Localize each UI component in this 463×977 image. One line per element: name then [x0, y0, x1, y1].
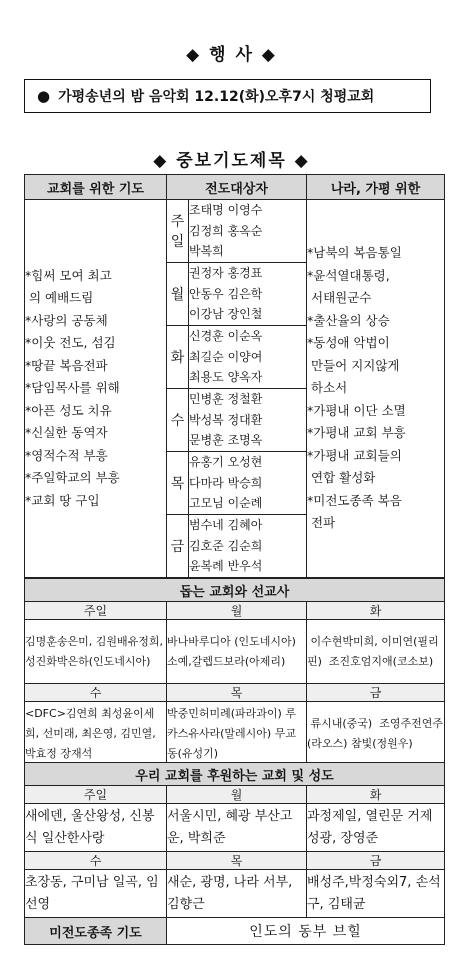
day-header: 수	[25, 852, 167, 870]
prayer-title: ◆ 중보기도제목 ◆	[153, 151, 310, 171]
target-name: 최용도 양옥자	[189, 370, 263, 385]
target-name: 신경훈 이순옥	[189, 329, 263, 344]
list-item: *윤석열대통령,	[307, 267, 390, 283]
list-item: *동성애 악법이	[307, 335, 390, 351]
helping-cell: 류시내(중국) 조영주전연주(라오스) 참빛(정원우)	[307, 702, 445, 766]
header-church: 교회를 위한 기도	[25, 175, 167, 200]
target-name: 박성복 정대환	[189, 412, 263, 427]
target-name: 조태명 이영수	[189, 203, 263, 218]
supporter-cell: 서울시민, 혜광 부산고운, 박희준	[167, 804, 307, 852]
day-label: 금	[167, 515, 189, 578]
supporter-cell: 배성주,박정숙외7, 손석구, 김태균	[307, 870, 445, 918]
day-header: 목	[167, 852, 307, 870]
supporters-table	[24, 762, 445, 918]
list-item: *가평내 교회들의	[307, 447, 402, 463]
day-header: 화	[307, 602, 445, 620]
day-header: 수	[25, 684, 167, 702]
target-name: 문병훈 조명옥	[189, 433, 263, 448]
church-prayer-list	[25, 200, 167, 578]
target-name: 범수네 김혜아	[189, 518, 263, 533]
day-header: 주일	[25, 602, 167, 620]
target-names	[189, 200, 307, 263]
list-item: *신실한 동역자	[25, 425, 108, 441]
day-header: 금	[307, 684, 445, 702]
list-item: *담임목사를 위해	[25, 380, 120, 396]
supporter-cell: 초장동, 구미남 일곡, 임선영	[25, 870, 167, 918]
day-header: 목	[167, 684, 307, 702]
target-name: 김정희 홍옥순	[189, 223, 263, 238]
events-title: ◆ 행 사 ◆	[186, 45, 277, 65]
target-name: 윤복례 반우석	[189, 559, 263, 574]
unreached-label: 미전도종족 기도	[25, 918, 167, 945]
header-targets: 전도대상자	[167, 175, 307, 200]
header-nation: 나라, 가평 위한	[307, 175, 445, 200]
bullet-icon: ●	[37, 87, 51, 105]
list-item: *교회 땅 구입	[25, 492, 100, 508]
list-item: 만들어 지지않게	[307, 357, 400, 373]
target-names	[189, 263, 307, 326]
list-item: 서태원군수	[307, 290, 372, 306]
target-names	[189, 515, 307, 578]
supporter-cell: 새에덴, 울산왕성, 신봉식 일산한사랑	[25, 804, 167, 852]
list-item: *이웃 전도, 섬김	[25, 335, 116, 351]
target-name: 권정자 홍경표	[189, 266, 263, 281]
unreached-value: 인도의 동부 브힐	[167, 918, 445, 945]
target-names	[189, 452, 307, 515]
supporter-cell: 과정제일, 열린문 거제성광, 장영준	[307, 804, 445, 852]
target-name: 고모님 이순례	[189, 496, 263, 511]
target-names	[189, 326, 307, 389]
day-label: 화	[167, 326, 189, 389]
list-item: *땅끝 복음전파	[25, 357, 108, 373]
helping-cell: 이수현박미희, 이미연(필리핀) 조진호엄지애(코소보)	[307, 620, 445, 684]
helping-title: 돕는 교회와 선교사	[25, 579, 445, 602]
day-label: 주 일	[167, 200, 189, 263]
day-header: 주일	[25, 786, 167, 804]
event-item	[24, 79, 431, 113]
helping-cell: <DFC>김연희 최성윤이세희, 선미래, 최은영, 김민열, 박효정 장재석	[25, 702, 167, 766]
list-item: *미전도종족 복음	[307, 492, 402, 508]
list-item: *아픈 성도 치유	[25, 402, 112, 418]
unreached-table	[24, 917, 445, 945]
event-text: 가평송년의 밤 음악회 12.12(화)오후7시 청평교회	[58, 89, 375, 105]
list-item: *가평내 이단 소멸	[307, 402, 406, 418]
list-item: 의 예배드림	[25, 290, 94, 306]
day-label: 월	[167, 263, 189, 326]
list-item: *출산율의 상승	[307, 312, 390, 328]
target-name: 김호준 김순희	[189, 538, 263, 553]
helping-cell: 바나바루디아 (인도네시아) 소예,갈렙드보라(아제리)	[167, 620, 307, 684]
day-header: 월	[167, 602, 307, 620]
target-name: 이강남 장인철	[189, 307, 263, 322]
nation-prayer-list	[307, 200, 445, 578]
list-item: *힘써 모여 최고	[25, 267, 112, 283]
list-item: *주일학교의 부흥	[25, 470, 120, 486]
day-label: 수	[167, 389, 189, 452]
list-item: 전파	[307, 515, 336, 531]
supporters-title: 우리 교회를 후원하는 교회 및 성도	[25, 763, 445, 786]
list-item: *사랑의 공동체	[25, 312, 108, 328]
target-names	[189, 389, 307, 452]
day-header: 금	[307, 852, 445, 870]
list-item: *영적수적 부흥	[25, 447, 108, 463]
day-header: 월	[167, 786, 307, 804]
prayer-table	[24, 174, 445, 578]
day-label: 목	[167, 452, 189, 515]
target-name: 안동우 김은학	[189, 286, 263, 301]
list-item: 하소서	[307, 380, 348, 396]
target-name: 박복희	[189, 244, 224, 259]
target-name: 유홍기 오성현	[189, 455, 263, 470]
helping-table	[24, 578, 445, 766]
list-item: 연합 활성화	[307, 470, 376, 486]
target-name: 다마라 박승희	[189, 475, 263, 490]
target-name: 최길순 이양여	[189, 349, 263, 364]
day-header: 화	[307, 786, 445, 804]
list-item: *남북의 복음통일	[307, 245, 402, 261]
helping-cell: 김명훈송은미, 김원배유정희, 성진화박은하(인도네시아)	[25, 620, 167, 684]
list-item: *가평내 교회 부흥	[307, 425, 406, 441]
helping-cell: 박중민허미례(파라과이) 루카스유사라(말레시아) 무교동(유성기)	[167, 702, 307, 766]
supporter-cell: 새순, 광명, 나라 서부, 김향근	[167, 870, 307, 918]
target-name: 민병훈 정철환	[189, 392, 263, 407]
